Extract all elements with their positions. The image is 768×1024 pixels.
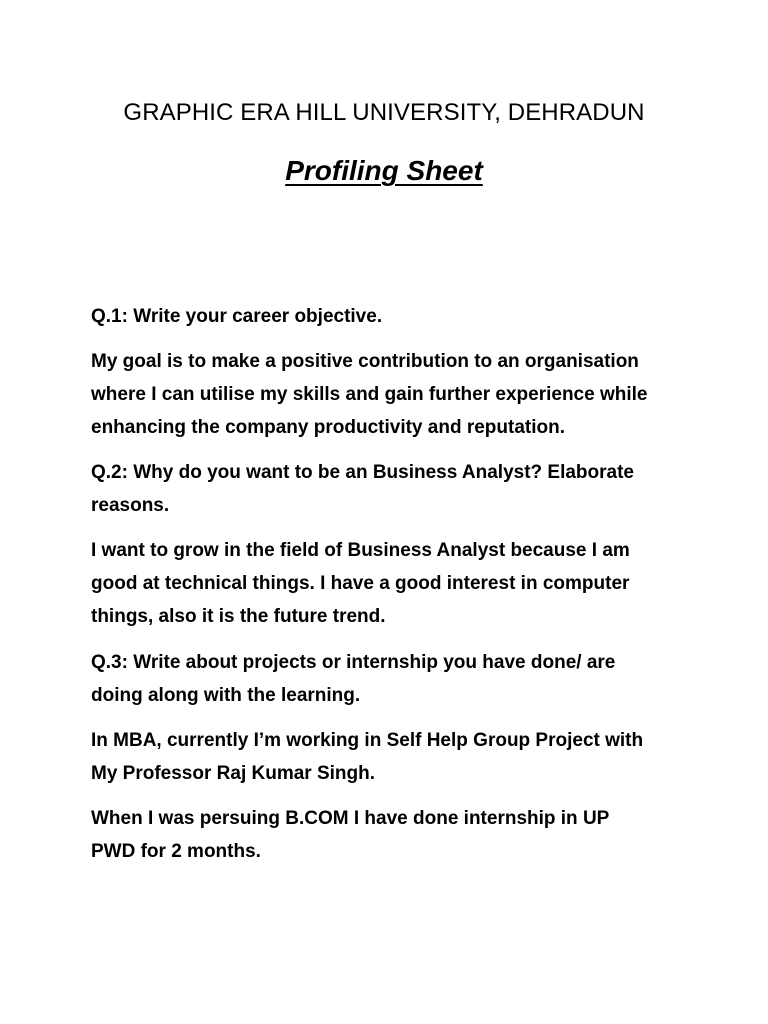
answer-2: I want to grow in the field of Business Analyst because I am good at technical things. I have a good interest in computer things, also it is the future trend. (91, 540, 630, 627)
question-1: Q.1: Write your career objective. (91, 306, 383, 327)
question-2: Q.2: Why do you want to be an Business Analyst? Elaborate reasons. (91, 462, 634, 516)
answer-3-bcom: When I was persuing B.COM I have done internship in UP PWD for 2 months. (91, 808, 610, 862)
university-heading: GRAPHIC ERA HILL UNIVERSITY, DEHRADUN (123, 99, 645, 126)
sheet-title: Profiling Sheet (285, 155, 483, 186)
answer-1: My goal is to make a positive contribution to an organisation where I can utilise my skills and gain further experience while enhancing the company productivity and reputation. (91, 351, 648, 438)
answer-3-mba: In MBA, currently I’m working in Self Help Group Project with My Professor Raj Kumar Singh. (91, 730, 644, 784)
question-3: Q.3: Write about projects or internship you have done/ are doing along with the learning. (91, 652, 616, 706)
